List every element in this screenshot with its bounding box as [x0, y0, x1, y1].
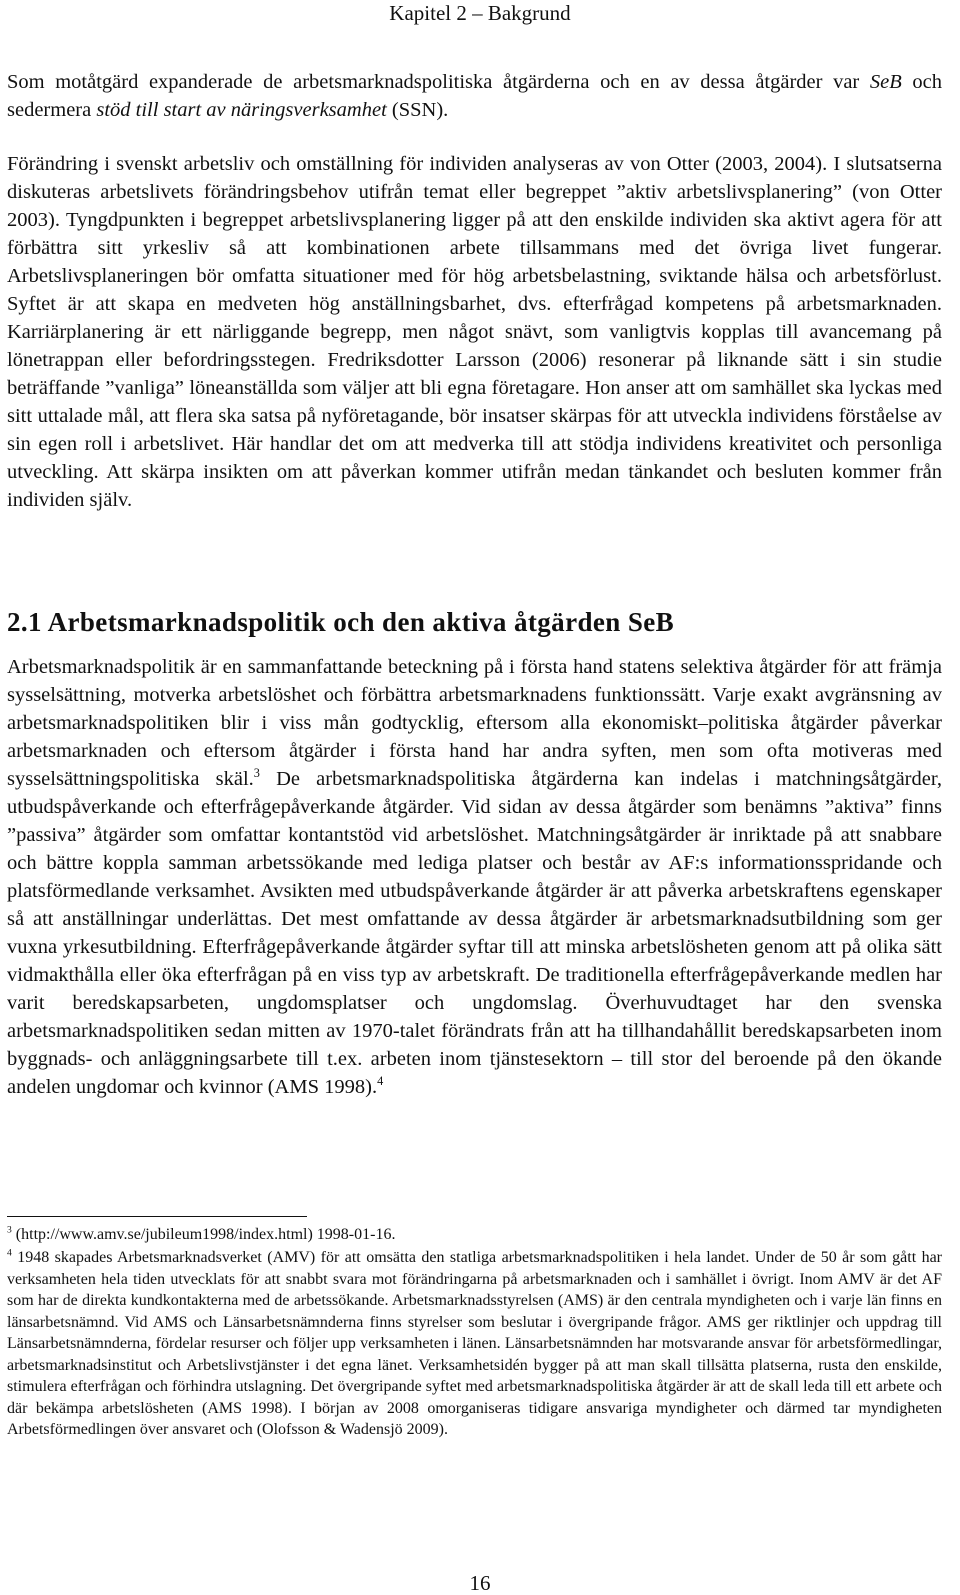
footnote-3: [7, 1224, 942, 1246]
footnote-ref-4[interactable]: 4: [377, 1074, 384, 1089]
page-number: 16: [469, 1571, 491, 1595]
term-seb: SeB: [869, 71, 902, 93]
section-heading: 2.1 Arbetsmarknadspolitik och den aktiva åtgärden SeB: [7, 607, 675, 637]
term-ssn: stöd till start av näringsverksamhet: [96, 99, 387, 121]
footnote-4: [7, 1247, 942, 1441]
paragraph-intro: [7, 68, 942, 124]
footnote-4-text: 1948 skapades Arbetsmarknadsverket (AMV) för att omsätta den statliga arbetsmarknadspolitiken i hela landet. Under de 50 år som gått har verksamheten hela tiden utvecklats för att snabbt svara mot förändringarna på arbetsmarknaden och i samhället i övrigt. Inom AMV är det AF som har de direkta kundkontakterna med de arbetssökande. Arbetsmarknadsstyrelsen (AMS) är den centrala myndigheten och i varje län finns en länsarbetsnämnd. Vid AMS och Länsarbetsnämnderna finns styrelser som beslutar i övergripande frågor. AMS ger riktlinjer och uppdrag till Länsarbetsnämnderna, fördelar resurser och följer upp verksamheten i länen. Länsarbetsnämnden har motsvarande ansvar för arbetsförmedlingar, arbetsmarknadsinstitut och Arbetslivstjänster i det egna länet. Verksamhetsidén bygger på att man skall tillsätta platserna, rusta den enskilde, stimulera efterfrågan och förhindra utslagning. Det övergripande syftet med arbetsmarknadspolitiska åtgärder är att de skall leda till ett arbete och där bekämpa arbetslösheten (AMS 1998). I början av 2008 omorganiseras tidigare ansvariga myndigheter och därmed tar myndigheten Arbetsförmedlingen över ansvaret och (Olofsson & Wadensjö 2009).: [7, 1249, 942, 1438]
footnote-3-number: 3: [7, 1224, 12, 1236]
footnote-ref-3[interactable]: 3: [253, 766, 260, 781]
paragraph-intro-text-2: och sedermera: [7, 71, 942, 121]
footnote-divider: [7, 1216, 307, 1217]
footnote-3-text: (http://www.amv.se/jubileum1998/index.html) 1998-01-16.: [11, 1226, 396, 1243]
paragraph-body-text: Arbetsmarknadspolitik är en sammanfattande beteckning på i första hand statens selektiva åtgärder för att främja sysselsättning, motverka arbetslöshet och förbättra arbetsmarknadens funktionssätt. Varje exakt avgränsning av arbetsmarknadspolitiken blir i viss mån godtycklig, eftersom alla ekonomiskt–politiska åtgärder påverkar arbetsmarknaden och eftersom åtgärder i första hand har andra syften, men som ofta motiveras med sysselsättningspolitiska skäl.: [7, 656, 942, 790]
running-head: Kapitel 2 – Bakgrund: [389, 1, 571, 25]
paragraph-intro-text-3: (SSN).: [386, 99, 449, 121]
paragraph-arbetslivsplanering: Förändring i svenskt arbetsliv och omställning för individen analyseras av von Otter (2003, 2004). I slutsatserna diskuteras arbetslivets förändringsbehov utifrån temat eller begreppet ”aktiv arbetslivsplanering” (von Otter 2003). Tyngdpunkten i begreppet arbetslivsplanering ligger på att den enskilde individen ska aktivt agera för att förbättra sitt yrkesliv så att kombinationen arbete tillsammans med det övriga livet fungerar. Arbetslivsplaneringen bör omfatta situationer med för hög arbetsbelastning, sviktande hälsa och arbetsförlust. Syftet är att skapa en medveten hög anställningsbarhet, dvs. efterfrågad kompetens på arbetsmarknaden. Karriärplanering är ett närliggande begrepp, men något snävt, som vanligtvis kopplas till avancemang på lönetrappan eller befordringsstegen. Fredriksdotter Larsson (2006) resonerar på liknande sätt i sin studie beträffande ”vanliga” löneanställda som väljer att bli egna företagare. Hon anser att om samhället ska lyckas med sitt uttalade mål, att flera ska satsa på nyföretagande, bör insatser skärpas för att utveckla individens förståelse av sin egen roll i arbetslivet. Här handlar det om att medverka till att stödja individens kreativitet och personliga utveckling. Att skärpa insikten om att påverkan kommer utifrån medan tänkandet och besluten kommer från individen själv.: [7, 153, 942, 511]
footnote-4-number: 4: [7, 1247, 12, 1259]
paragraph-body-text-2: De arbetsmarknadspolitiska åtgärderna kan indelas i matchningsåtgärder, utbudspåverkande och efterfrågepåverkande åtgärder. Vid sidan av dessa åtgärder som benämns ”aktiva” finns ”passiva” åtgärder som omfattar kontantstöd vid arbetslöshet. Matchningsåtgärder är inriktade på att snabbare och bättre koppla samman arbetssökande med lediga platser och består av AF:s informationsspridande och platsförmedlande verksamhet. Avsikten med utbudspåverkande åtgärder är att påverka arbetskraftens egenskaper så att anställningar underlättas. Det mest omfattande av dessa åtgärder är arbetsmarknadsutbildning som ger vuxna yrkesutbildning. Efterfrågepåverkande åtgärder syftar till att minska arbetslösheten genom att på olika sätt vidmakthålla eller öka efterfrågan på en viss typ av arbetskraft. De traditionella efterfrågepåverkande medlen har varit beredskapsarbeten, ungdomsplatser och ungdomslag. Överhuvudtaget har den svenska arbetsmarknadspolitiken sedan mitten av 1970-talet förändrats från att ha tillhandahållit beredskapsarbeten inom byggnads- och anläggningsarbete till t.ex. arbeten inom tjänstesektorn – till stor del beroende på den ökande andelen ungdomar och kvinnor (AMS 1998).: [7, 768, 942, 1098]
paragraph-arbetsmarknadspolitik: [7, 653, 942, 1101]
paragraph-intro-text: Som motåtgärd expanderade de arbetsmarknadspolitiska åtgärderna och en av dessa åtgärder var: [7, 71, 870, 93]
